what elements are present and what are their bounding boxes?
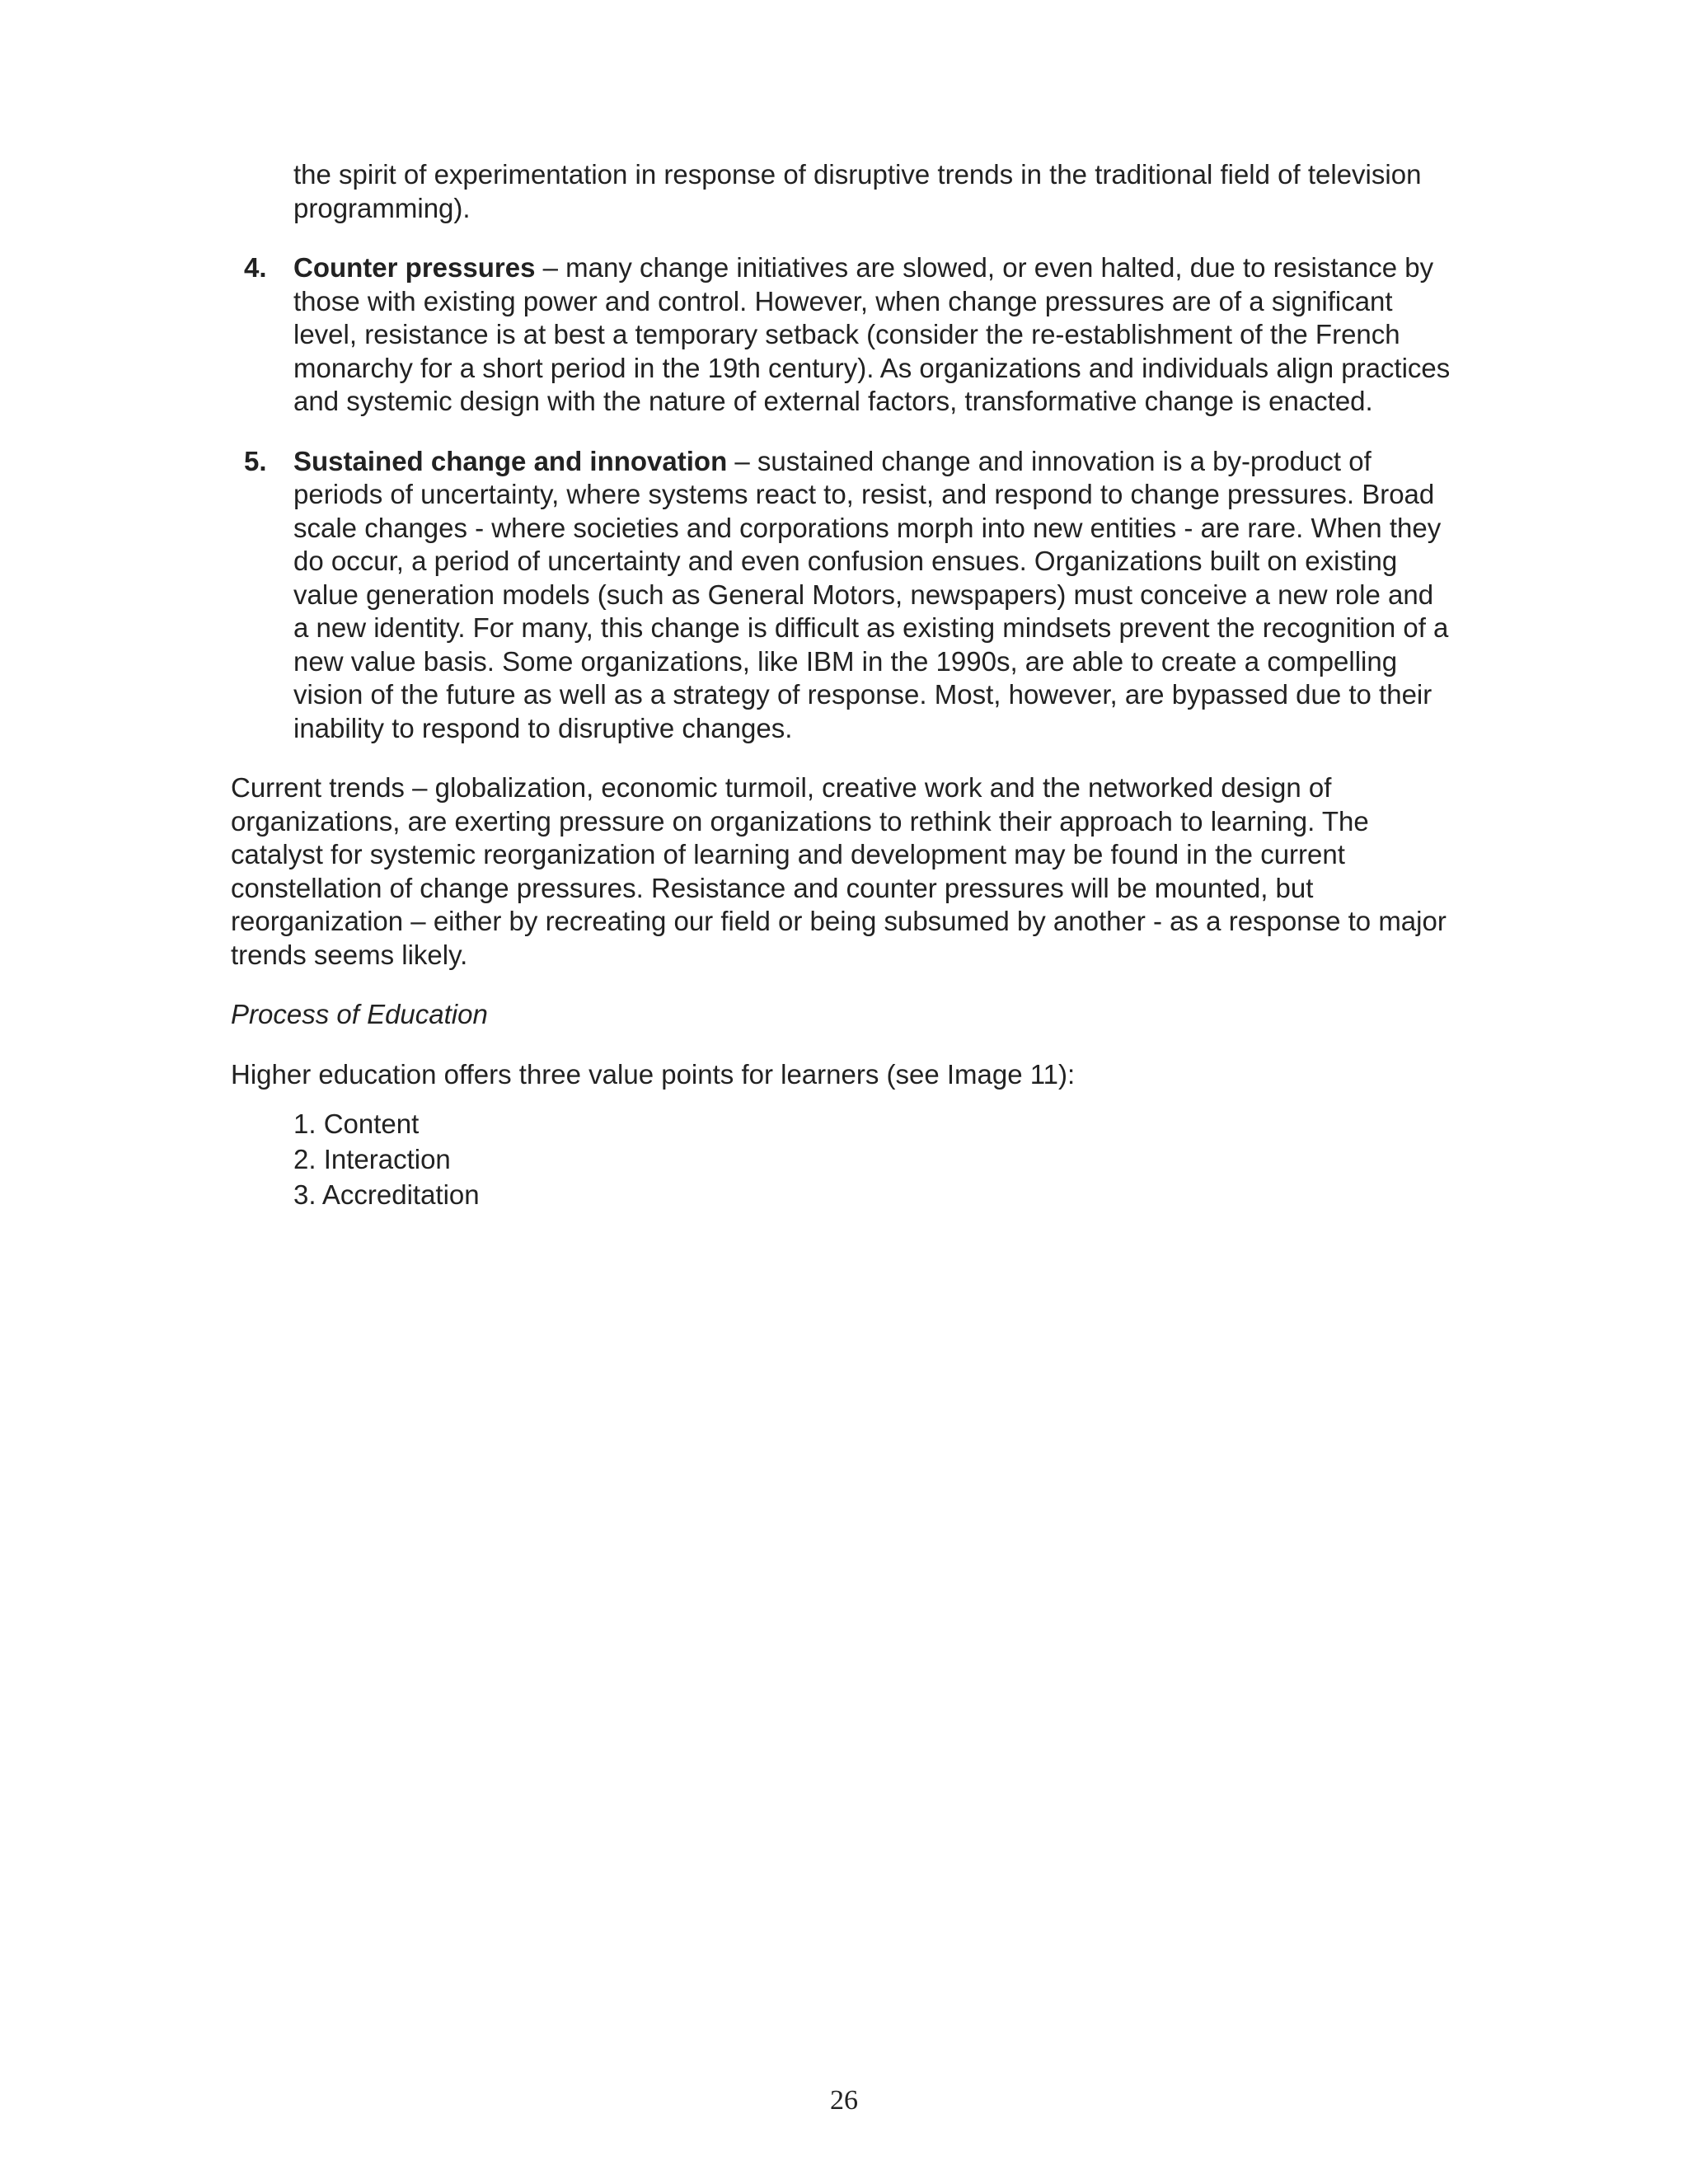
list-item-counter-pressures bbox=[231, 251, 1451, 419]
section-heading: Process of Education bbox=[231, 999, 488, 1029]
page-content bbox=[231, 158, 1451, 1212]
list-item-text: – sustained change and innovation is a by-product of periods of uncertainty, where systems react to, resist, and respond to change pressures. Broad scale changes - where societies and corporations morph into new entities - are rare. When they do occur, a period of uncertainty and even confusion ensues. Organizations built on existing value generation models (such as General Motors, newspapers) must conceive a new role and a new identity. For many, this change is difficult as existing mindsets prevent the recognition of a new value basis. Some organizations, like IBM in the 1990s, are able to create a compelling vision of the future as well as a strategy of response. Most, however, are bypassed due to their inability to respond to disruptive changes. bbox=[293, 445, 1449, 743]
current-trends-paragraph: Current trends – globalization, economic turmoil, creative work and the networked design of organizations, are exerting pressure on organizations to rethink their approach to learning. The catalyst for systemic reorganization of learning and development may be found in the current constellation of change pressures. Resistance and counter pressures will be mounted, but reorganization – either by recreating our field or being subsumed by another - as a response to major trends seems likely. bbox=[231, 772, 1447, 970]
list-item: 1. Content bbox=[293, 1108, 420, 1139]
list-item-lead: Counter pressures bbox=[293, 252, 536, 283]
list-item-lead: Sustained change and innovation bbox=[293, 445, 728, 476]
list-item-sustained-change bbox=[231, 445, 1451, 746]
list-item: 3. Accreditation bbox=[293, 1179, 480, 1210]
list-item-text: – many change initiatives are slowed, or even halted, due to resistance by those with existing power and control. However, when change pressures are of a significant level, resistance is at best a temporary setback (consider the re-establishment of the French monarchy for a short period in the 19th century). As organizations and individuals align practices and systemic design with the nature of external factors, transformative change is enacted. bbox=[293, 252, 1451, 416]
list-item-number: 4. bbox=[244, 252, 267, 283]
continuation-paragraph: the spirit of experimentation in response of disruptive trends in the traditional field of television programming). bbox=[293, 159, 1422, 223]
intro-sentence: Higher education offers three value points for learners (see Image 11): bbox=[231, 1058, 1076, 1090]
list-item-number: 5. bbox=[244, 445, 267, 476]
page-number: 26 bbox=[830, 2085, 858, 2116]
list-item: 2. Interaction bbox=[293, 1144, 451, 1174]
value-points-list bbox=[231, 1106, 1451, 1212]
